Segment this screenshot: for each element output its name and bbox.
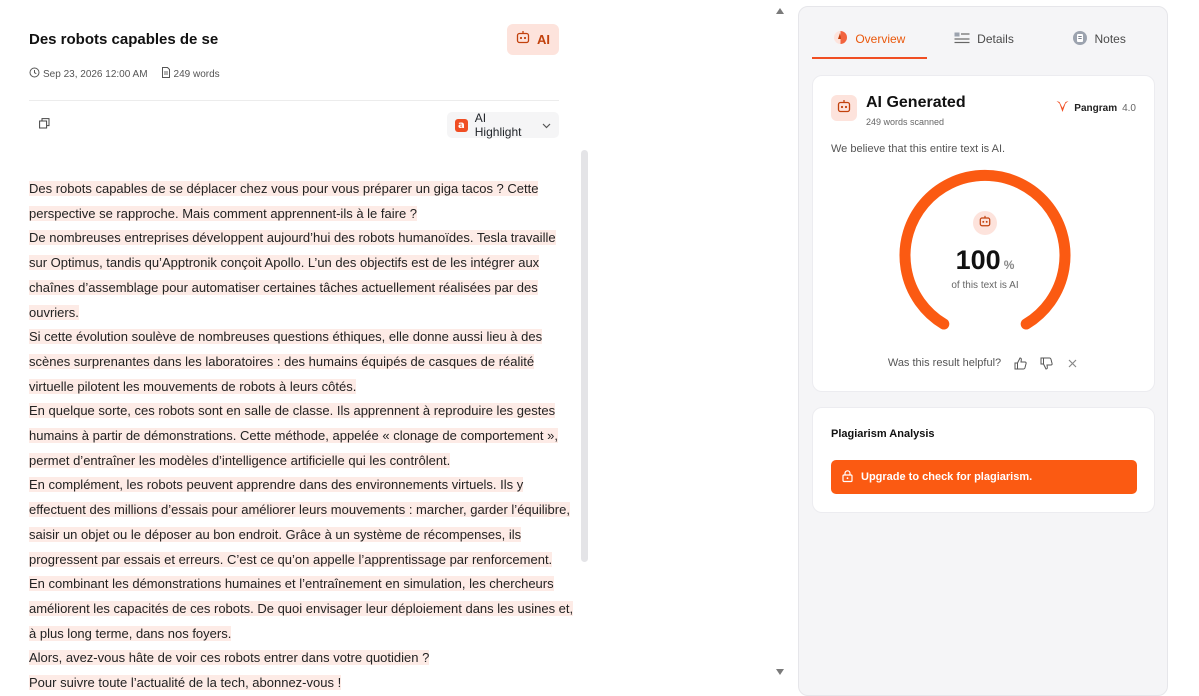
robot-icon: [979, 214, 991, 232]
result-robot-badge: [831, 95, 857, 121]
brand-name: Pangram: [1074, 102, 1118, 114]
ai-highlighted-text: Des robots capables de se déplacer chez vous pour vous préparer un giga tacos ? Cette perspective se rapproche. Mais comment apprennent-ils à le faire ?: [29, 181, 539, 221]
copy-button[interactable]: [36, 117, 52, 133]
tab-overview-label: Overview: [855, 32, 906, 46]
gauge-robot-badge: [973, 211, 997, 235]
document-paragraph: [29, 473, 574, 572]
result-heading: AI Generated: [866, 94, 966, 111]
robot-icon: [516, 30, 530, 49]
score-unit: %: [1003, 258, 1015, 272]
plagiarism-title: Plagiarism Analysis: [831, 428, 935, 440]
tab-notes[interactable]: [1041, 21, 1156, 57]
document-scrollbar[interactable]: [581, 150, 588, 562]
copy-icon: [39, 116, 50, 134]
thumbs-down-icon[interactable]: [1039, 356, 1053, 370]
ai-highlighted-text: De nombreuses entreprises développent aujourd’hui des robots humanoïdes. Tesla travaille sur Optimus, tandis qu’Apptronik conçoit Apollo. L’un des objectifs est de les intégrer aux chaînes d’assemblage pour automatiser certaines tâches actuellement réalisées par des ouvriers.: [29, 230, 556, 320]
ai-badge[interactable]: [507, 24, 559, 55]
words-scanned: 249 words scanned: [866, 117, 945, 127]
document-paragraph: [29, 399, 574, 473]
ai-result-card: [812, 75, 1155, 392]
ai-highlighted-text: En complément, les robots peuvent apprendre dans des environnements virtuels. Ils y effectuent des millions d’essais pour améliorer leurs mouvements : marcher, garder l’équilibre, saisir un objet ou le déposer au bon endroit. Grâce à un système de récompenses, ils progressent par essais et erreurs. C’est ce qu’on appelle l’apprentissage par renforcement.: [29, 477, 570, 567]
document-paragraph: [29, 671, 574, 696]
document-title: Des robots capables de se: [29, 31, 219, 48]
analysis-panel: [798, 6, 1168, 696]
scroll-down-arrow-icon[interactable]: [776, 669, 784, 675]
result-belief-text: We believe that this entire text is AI.: [831, 143, 1006, 155]
document-date: Sep 23, 2026 12:00 AM: [43, 68, 148, 80]
chevron-down-icon: [542, 116, 551, 134]
document-paragraph: [29, 177, 574, 226]
ai-highlighted-text: Pour suivre toute l’actualité de la tech, abonnez-vous !: [29, 675, 342, 691]
clock-icon: [29, 67, 40, 81]
document-icon: [161, 67, 171, 81]
dismiss-close-icon[interactable]: [1065, 356, 1079, 370]
tab-overview[interactable]: [812, 21, 927, 57]
highlight-mode-label: AI Highlight: [474, 111, 522, 139]
document-paragraph: [29, 226, 574, 325]
panel-tabs: [812, 21, 1156, 57]
document-paragraph: [29, 572, 574, 646]
tab-notes-label: Notes: [1094, 32, 1126, 46]
document-paragraph: [29, 646, 574, 671]
gauge-center: [897, 211, 1073, 291]
ai-highlighted-text: En combinant les démonstrations humaines et l’entraînement en simulation, les chercheurs améliorent les capacités de ces robots. De quoi envisager leur déploiement dans les usines et, à plus long terme, dans nos foyers.: [29, 576, 574, 641]
pangram-a-icon: a: [455, 119, 468, 132]
brand-version: 4.0: [1122, 102, 1136, 114]
ai-badge-label: AI: [537, 32, 550, 47]
feedback-row: [813, 356, 1154, 370]
feedback-prompt: Was this result helpful?: [887, 357, 1002, 369]
details-list-icon: [954, 32, 970, 47]
tab-details-label: Details: [977, 32, 1014, 46]
robot-icon: [837, 99, 851, 118]
notes-icon: [1072, 30, 1088, 49]
ai-score-gauge: [897, 172, 1073, 338]
ai-highlighted-text: Si cette évolution soulève de nombreuses questions éthiques, elle donne aussi lieu à des scènes surprenantes dans les laboratoires : des humains équipés de casques de réalité virtuelle pilotent les mouvements de robots à leurs côtés.: [29, 329, 543, 394]
tab-details[interactable]: [927, 21, 1042, 57]
document-word-count: 249 words: [173, 68, 220, 80]
highlight-mode-select[interactable]: [447, 112, 559, 138]
overview-icon: [833, 30, 848, 48]
score-number: 100: [955, 245, 1001, 275]
thumbs-up-icon[interactable]: [1013, 356, 1027, 370]
ai-highlighted-text: Alors, avez-vous hâte de voir ces robots entrer dans votre quotidien ?: [29, 650, 430, 666]
document-body: [29, 177, 574, 696]
ai-highlighted-text: En quelque sorte, ces robots sont en salle de classe. Ils apprennent à reproduire les gestes humains à partir de démonstrations. Cette méthode, appelée « clonage de comportement », permet d’entraîner les modèles d’intelligence artificielle qui les contrôlent.: [29, 403, 558, 468]
document-paragraph: [29, 325, 574, 399]
upgrade-label: Upgrade to check for plagiarism.: [861, 471, 1033, 483]
upgrade-plagiarism-button[interactable]: [831, 460, 1137, 494]
pangram-logo-icon: [1056, 100, 1069, 116]
pangram-brand: [1056, 100, 1136, 116]
header-divider: [29, 100, 559, 101]
lock-icon: [842, 470, 853, 485]
score-value: [897, 245, 1073, 276]
scroll-up-arrow-icon[interactable]: [776, 8, 784, 14]
document-meta: [29, 67, 233, 81]
plagiarism-card: [812, 407, 1155, 513]
score-caption: of this text is AI: [951, 280, 1019, 291]
